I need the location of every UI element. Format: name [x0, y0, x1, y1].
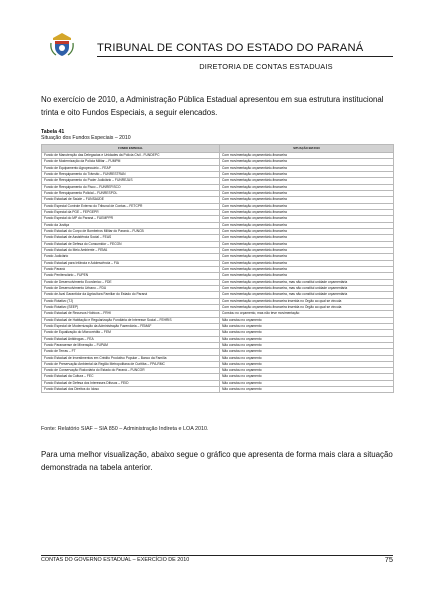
- fund-name-cell: Fundo Especial de Modernização da Administração Fazendária – FEMAF: [42, 323, 220, 329]
- fund-status-cell: Com movimentação orçamentário-financeira, mas não constitui unidade orçamentária: [220, 279, 394, 285]
- fund-status-cell: Com movimentação orçamentário-financeira: [220, 153, 394, 159]
- fund-name-cell: Fundo de Modernização da Polícia Militar – FUMPM: [42, 159, 220, 165]
- column-header-status: SITUAÇÃO EM 2010: [220, 145, 394, 153]
- fund-name-cell: Fundo de Preservação Ambiental da Região Metropolitana de Curitiba – FPA-RMC: [42, 361, 220, 367]
- footer-text: CONTAS DO GOVERNO ESTADUAL – EXERCÍCIO DE 2010: [41, 557, 190, 563]
- fund-name-cell: Fundo Paraná: [42, 266, 220, 272]
- fund-status-cell: Não constou no orçamento: [220, 355, 394, 361]
- fund-name-cell: Fundo Estadual de Defesa do Consumidor – FECON: [42, 241, 220, 247]
- fund-status-cell: Com movimentação orçamentário-financeira, mas não constitui unidade orçamentária: [220, 285, 394, 291]
- fund-name-cell: Fundo Estadual de Recursos Hídricos – FRHI: [42, 311, 220, 317]
- page-number: 75: [384, 555, 393, 564]
- state-coat-of-arms-icon: [49, 31, 75, 57]
- fund-status-cell: Não constou no orçamento: [220, 387, 394, 393]
- fund-status-cell: Com movimentação orçamentário-financeira: [220, 228, 394, 234]
- fund-name-cell: Fundo Especial Controle Externo do Tribunal de Contas – FETCPR: [42, 203, 220, 209]
- fund-name-cell: Fundo Estadual dos Direitos do Idoso: [42, 387, 220, 393]
- fund-name-cell: Fundo Rotativo (TJ): [42, 298, 220, 304]
- fund-status-cell: Com movimentação orçamentário-financeira: [220, 203, 394, 209]
- fund-status-cell: Com movimentação orçamentário-financeira: [220, 159, 394, 165]
- table-header-row: [42, 145, 394, 153]
- fund-name-cell: Fundo Estadual de Habitação e Regularização Fundiária de Interesse Social – FEHRIS: [42, 317, 220, 323]
- fund-name-cell: Fundo de Manutenção das Delegacias e Unidades da Polícia Civil - FUNDEPC: [42, 153, 220, 159]
- fund-name-cell: Fundo Estadual do Corpo de Bombeiros Militar do Paraná – FUNCB: [42, 228, 220, 234]
- footer-divider: [41, 555, 393, 556]
- fund-name-cell: Fundo de Desenvolvimento Econômico – FDE: [42, 279, 220, 285]
- table-caption: Situação dos Fundos Especiais – 2010: [41, 135, 131, 141]
- intro-paragraph: No exercício de 2010, a Administração Pública Estadual apresentou em sua estrutura institucional trinta e oito Fundos Especiais, a seguir elencados.: [41, 95, 384, 117]
- fund-status-cell: Não constou no orçamento: [220, 330, 394, 336]
- table-label: Tabela 41: [41, 129, 65, 135]
- fund-name-cell: Fundo de Terras – FT: [42, 349, 220, 355]
- fund-status-cell: Com movimentação orçamentário-financeira: [220, 178, 394, 184]
- fund-name-cell: Fundo de Desenvolvimento Urbano – FDU: [42, 285, 220, 291]
- fund-status-cell: Com movimentação orçamentário-financeira: [220, 241, 394, 247]
- fund-name-cell: Fundo Estadual de Defesa dos Interesses Difusos – FEID: [42, 380, 220, 386]
- fund-status-cell: Não constou no orçamento: [220, 323, 394, 329]
- fund-status-cell: Com movimentação orçamentário-financeira: [220, 197, 394, 203]
- document-header-title: TRIBUNAL DE CONTAS DO ESTADO DO PARANÁ: [97, 42, 364, 54]
- fund-status-cell: Com movimentação orçamentário-financeira: [220, 247, 394, 253]
- fund-status-cell: Com movimentação orçamentário-financeira: [220, 254, 394, 260]
- fund-name-cell: Fundo Estadual para Infância e Adolescência – FIA: [42, 260, 220, 266]
- fund-status-cell: Não constou no orçamento: [220, 317, 394, 323]
- fund-name-cell: Fundo de Reequipamento Policial – FUNRESPOL: [42, 190, 220, 196]
- fund-status-cell: Com movimentação orçamentário-financeira: [220, 273, 394, 279]
- special-funds-table: [41, 144, 394, 393]
- fund-name-cell: Fundo Penitenciário – FUPEN: [42, 273, 220, 279]
- fund-name-cell: Fundo Estadual da Cultura – FEC: [42, 374, 220, 380]
- fund-status-cell: Com movimentação orçamentário-financeira: [220, 216, 394, 222]
- fund-name-cell: Fundo da Justiça: [42, 222, 220, 228]
- fund-name-cell: Fundo Especial do MP do Paraná – FUEMPPR: [42, 216, 220, 222]
- fund-status-cell: Com movimentação orçamentário-financeira, mas não constitui unidade orçamentária: [220, 292, 394, 298]
- fund-status-cell: Com movimentação orçamentário-financeira: [220, 209, 394, 215]
- fund-name-cell: Fundo Especial da PGE – FEPGEPR: [42, 209, 220, 215]
- fund-name-cell: Fundo de Conservação Rodoviária do Estado do Paraná – FUNCOR: [42, 368, 220, 374]
- fund-status-cell: Com movimentação orçamentário-financeira inserida no Órgão ao qual se vincula: [220, 304, 394, 310]
- fund-status-cell: Com movimentação orçamentário-financeira: [220, 266, 394, 272]
- fund-status-cell: Com movimentação orçamentário-financeira: [220, 184, 394, 190]
- fund-name-cell: Fundo Estadual do Meio Ambiente – FEMA: [42, 247, 220, 253]
- fund-name-cell: Fundo Estadual de Saúde – FUNSAÚDE: [42, 197, 220, 203]
- fund-status-cell: Não constou no orçamento: [220, 380, 394, 386]
- fund-status-cell: Com movimentação orçamentário-financeira: [220, 235, 394, 241]
- fund-status-cell: Com movimentação orçamentário-financeira: [220, 260, 394, 266]
- fund-name-cell: Fundo Paranaense de Mineração – FUPAM: [42, 342, 220, 348]
- fund-name-cell: Fundo Estadual de Assistência Social – FEAS: [42, 235, 220, 241]
- fund-status-cell: Não constou no orçamento: [220, 361, 394, 367]
- fund-name-cell: Fundo de Equalização do Microcrédito – FEM: [42, 330, 220, 336]
- fund-name-cell: Fundo Judiciário: [42, 254, 220, 260]
- column-header-fund: FUNDO ESPECIAL: [42, 145, 220, 153]
- header-divider: [97, 56, 393, 57]
- chart-intro-paragraph: Para uma melhor visualização, abaixo segue o gráfico que apresenta de forma mais clara a situação demonstrada na tabela anterior.: [41, 450, 393, 472]
- fund-status-cell: Com movimentação orçamentário-financeira: [220, 171, 394, 177]
- fund-name-cell: Fundo de Reequipamento do Trânsito – FUNRESTRAN: [42, 171, 220, 177]
- fund-status-cell: Com movimentação orçamentário-financeira: [220, 222, 394, 228]
- document-header-subtitle: DIRETORIA DE CONTAS ESTADUAIS: [199, 62, 333, 71]
- fund-name-cell: Fundo Estadual de Investimentos em Crédito Produtivo Popular – Banco da Família: [42, 355, 220, 361]
- fund-name-cell: Fundo de Reequipamento do Fisco – FUNREFISCO: [42, 184, 220, 190]
- fund-status-cell: Com movimentação orçamentário-financeira inserida no Órgão ao qual se vincula: [220, 298, 394, 304]
- fund-status-cell: Não constou no orçamento: [220, 374, 394, 380]
- fund-name-cell: Fundo Estadual Antidrogas – FEA: [42, 336, 220, 342]
- table-source-note: Fonte: Relatório SIAF – SIA 850 – Administração Indireta e LOA 2010.: [41, 426, 209, 432]
- table-row: [42, 387, 394, 393]
- fund-name-cell: Fundo Rotativo (SEEP): [42, 304, 220, 310]
- fund-name-cell: Fundo de Reequipamento do Poder Judiciário – FUNREJUS: [42, 178, 220, 184]
- fund-status-cell: Com movimentação orçamentário-financeira: [220, 165, 394, 171]
- fund-status-cell: Não constou no orçamento: [220, 368, 394, 374]
- fund-status-cell: Não constou no orçamento: [220, 336, 394, 342]
- fund-status-cell: Não constou no orçamento: [220, 342, 394, 348]
- fund-name-cell: Fundo de Equipamento Agropecuário – FEAP: [42, 165, 220, 171]
- fund-status-cell: Constou no orçamento, mas não teve movimentação: [220, 311, 394, 317]
- fund-name-cell: Fundo de Aval Garantidor da Agricultura Familiar do Estado do Paraná: [42, 292, 220, 298]
- fund-status-cell: Com movimentação orçamentário-financeira: [220, 190, 394, 196]
- fund-status-cell: Não constou no orçamento: [220, 349, 394, 355]
